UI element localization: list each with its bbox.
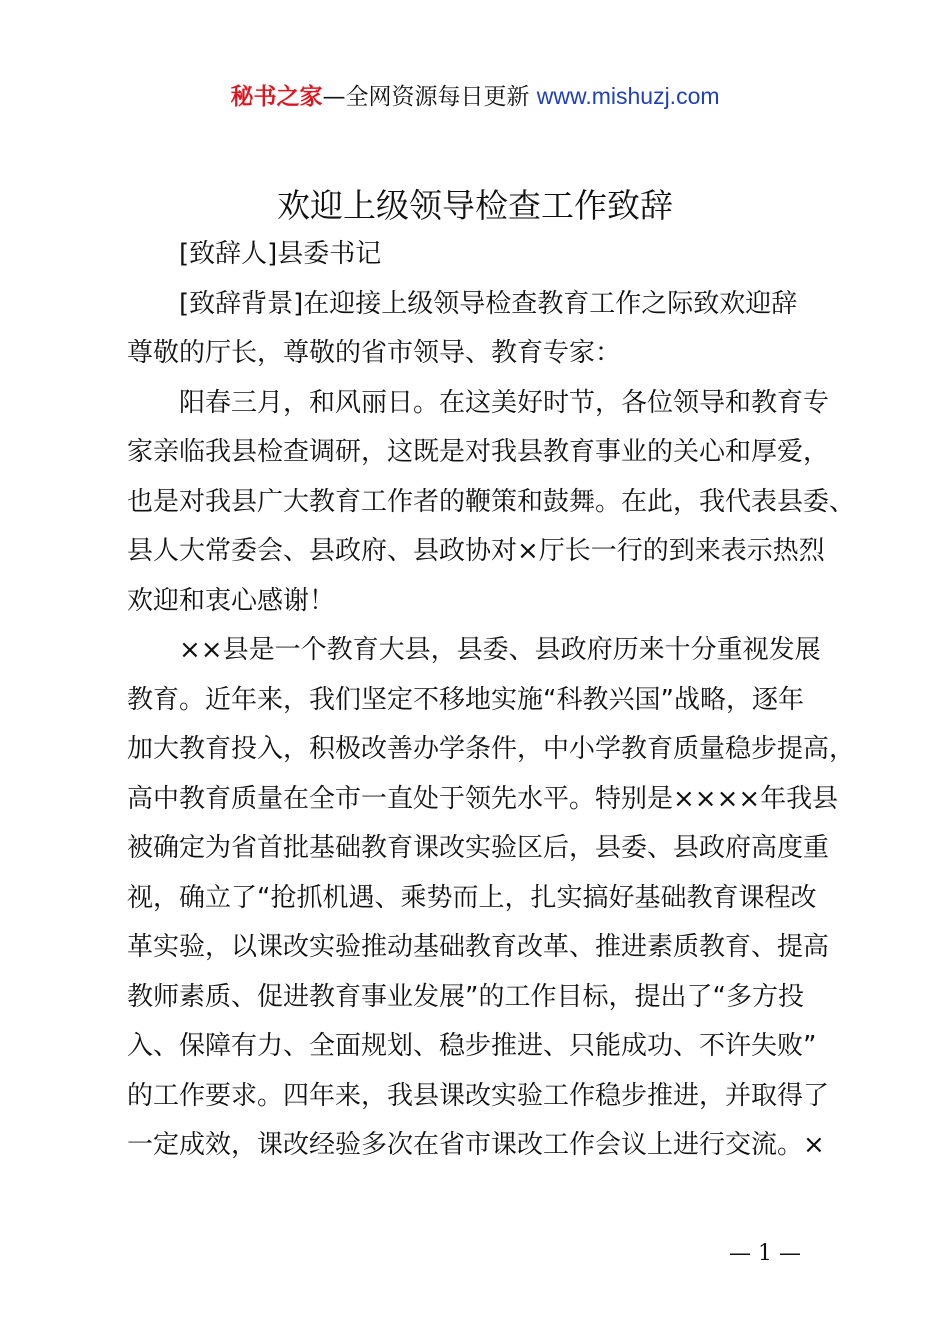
document-body [127,230,857,1171]
background-line: [致辞背景]在迎接上级领导检查教育工作之际致欢迎辞 [179,288,798,319]
paragraph-line: 教师素质、促进教育事业发展”的工作目标，提出了“多方投 [127,981,804,1012]
paragraph-line: 阳春三月，和风丽日。在这美好时节，各位领导和教育专 [179,387,830,418]
site-url-link[interactable]: www.mishuzj.com [536,83,720,109]
speaker-line: [致辞人]县委书记 [179,239,382,269]
paragraph-line: 革实验，以课改实验推动基础教育改革、推进素质教育、提高 [127,932,830,962]
salutation-line: 尊敬的厅长，尊敬的省市领导、教育专家： [127,338,622,368]
paragraph-line: 县人大常委会、县政府、县政协对×厅长一行的到来表示热烈 [127,536,825,566]
paragraph-line: 也是对我县广大教育工作者的鞭策和鼓舞。在此，我代表县委、 [127,486,856,517]
paragraph-line: 家亲临我县检查调研，这既是对我县教育事业的关心和厚爱， [127,437,830,467]
paragraph-line: 视，确立了“抢抓机遇、乘势而上，扎实搞好基础教育课程改 [127,882,817,913]
paragraph-line: 欢迎和衷心感谢！ [127,585,336,616]
paragraph-line: 被确定为省首批基础教育课改实验区后，县委、县政府高度重 [127,833,830,863]
paragraph-line: 加大教育投入，积极改善办学条件，中小学教育质量稳步提高， [127,734,856,764]
paragraph-line: 入、保障有力、全面规划、稳步推进、只能成功、不许失败” [127,1031,817,1061]
paragraph-line: 一定成效，课改经验多次在省市课改工作会议上进行交流。× [127,1130,825,1160]
document-title: 欢迎上级领导检查工作致辞 [277,186,673,225]
page-number: — 1 — [729,1241,801,1266]
site-brand: 秘书之家 [230,84,323,110]
paragraph-line: ××县是一个教育大县，县委、县政府历来十分重视发展 [179,635,821,665]
site-header [0,80,950,113]
site-tagline: —全网资源每日更新 [322,84,530,110]
paragraph-line: 的工作要求。四年来，我县课改实验工作稳步推进，并取得了 [127,1080,830,1111]
paragraph-line: 高中教育质量在全市一直处于领先水平。特别是××××年我县 [127,783,839,814]
paragraph-line: 教育。近年来，我们坚定不移地实施“科教兴国”战略，逐年 [127,684,804,715]
